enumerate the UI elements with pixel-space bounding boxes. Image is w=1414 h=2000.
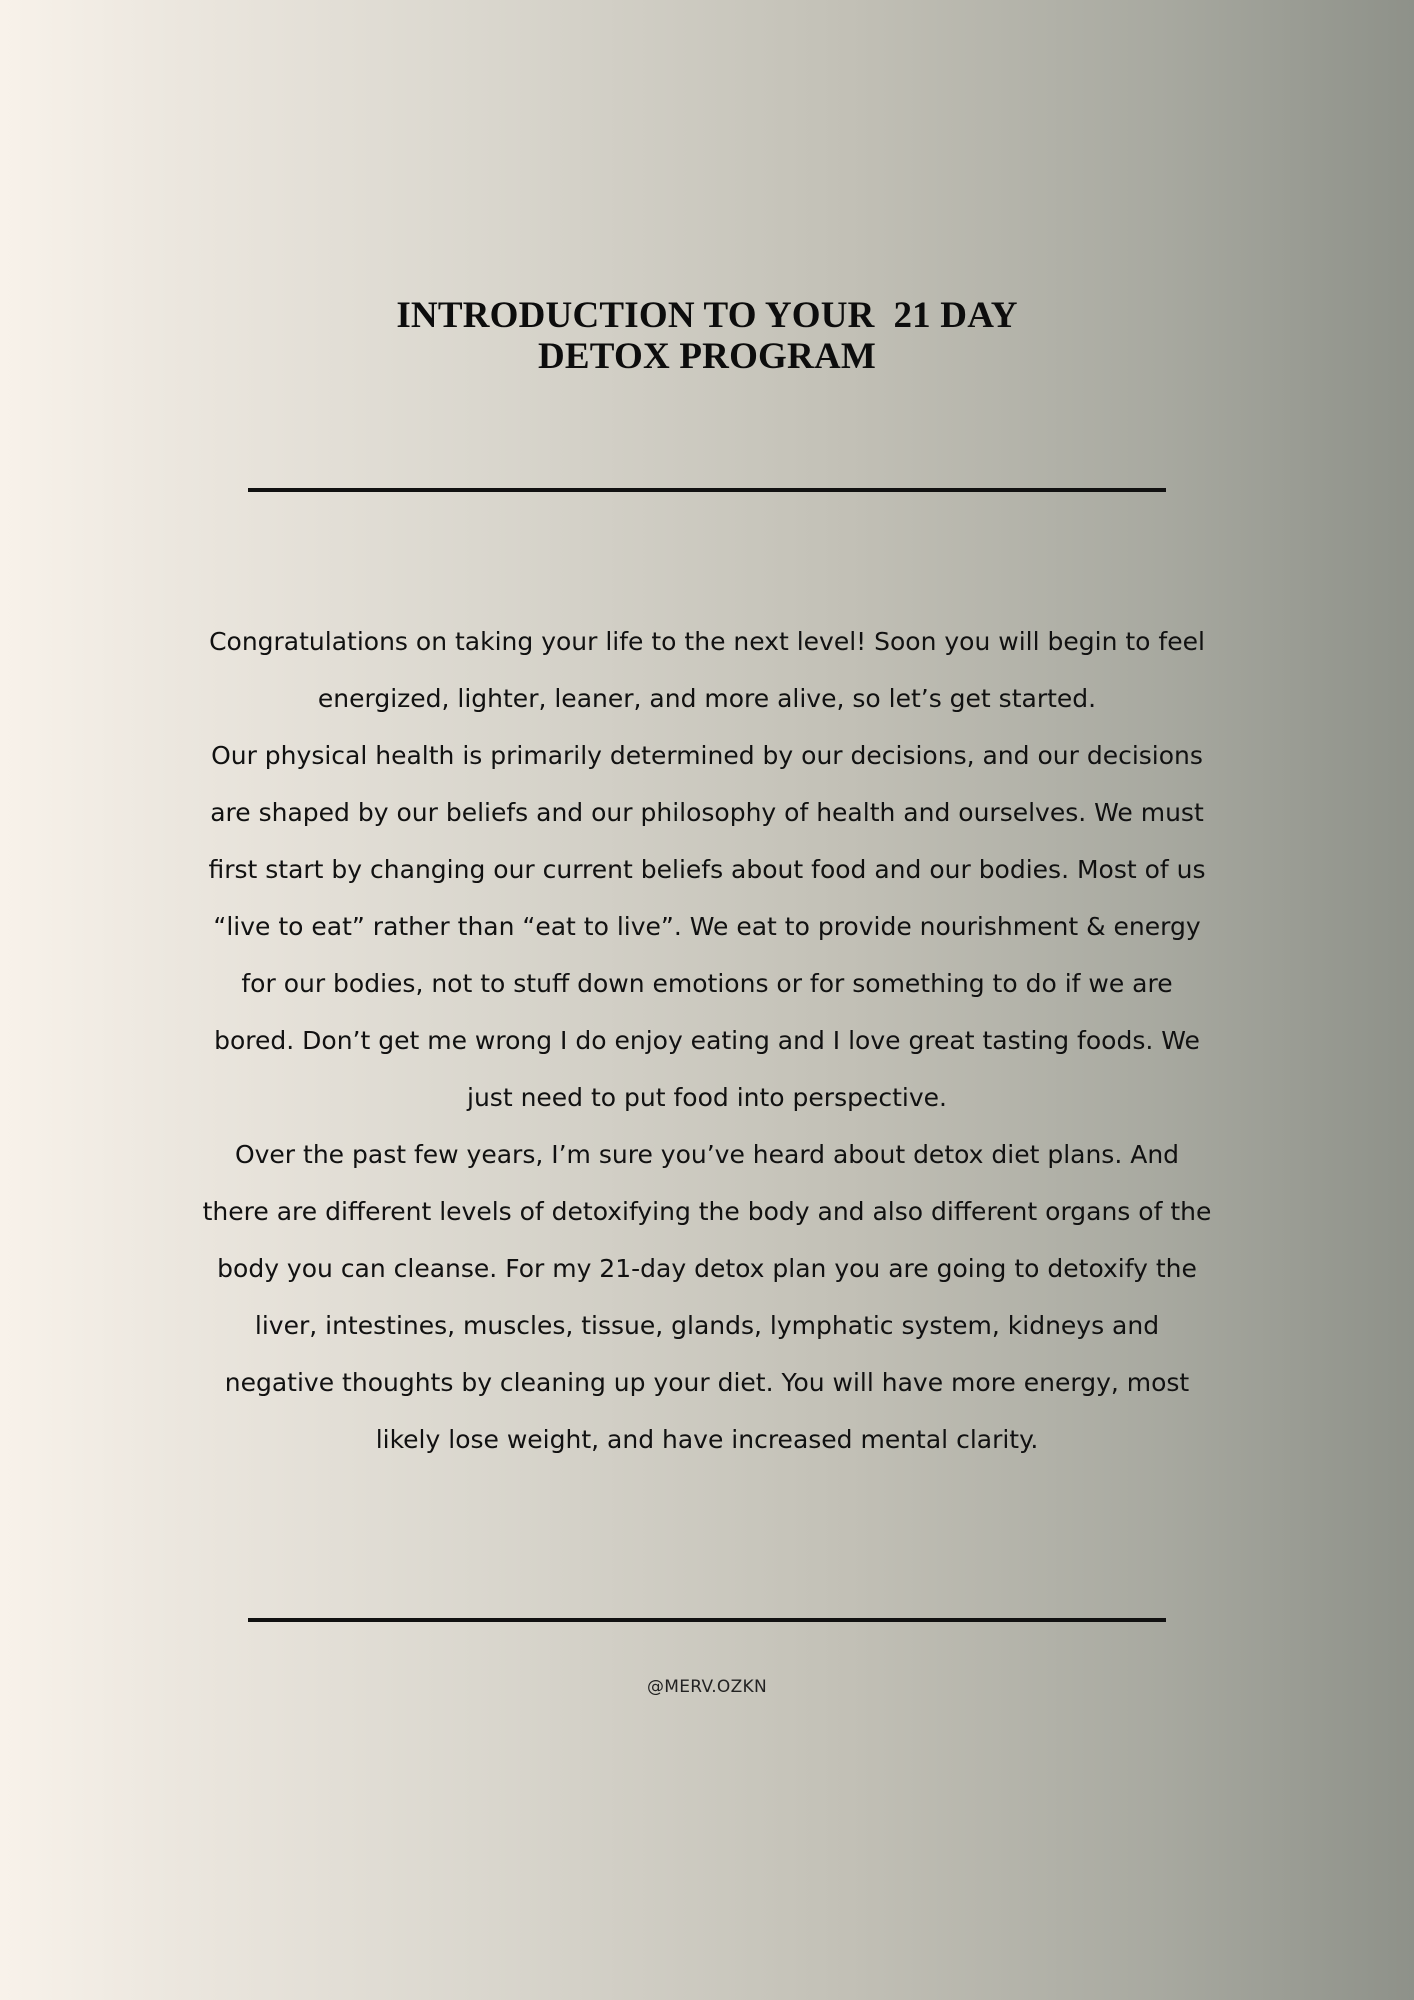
body-text [200,613,1214,1468]
paragraph-beliefs: Our physical health is primarily determined by our decisions, and our decisions are shaped by our beliefs and our philosophy of health and ourselves. We must first start by changing our current beliefs about food and our bodies. Most of us “live to eat” rather than “eat to live”. We eat to provide nourishment & energy for our bodies, not to stuff down emotions or for something to do if we are bored. Don’t get me wrong I do enjoy eating and I love great tasting foods. We just need to put food into perspective. [208,741,1206,1112]
title-line-2: DETOX PROGRAM [537,336,876,377]
top-divider [248,488,1166,492]
bottom-divider [248,1618,1166,1622]
paragraph-intro: Congratulations on taking your life to the next level! Soon you will begin to feel energized, lighter, leaner, and more alive, so let’s get started. [209,627,1205,713]
paragraph-detox: Over the past few years, I’m sure you’ve heard about detox diet plans. And there are different levels of detoxifying the body and also different organs of the body you can cleanse. For my 21-day detox plan you are going to detoxify the liver, intestines, muscles, tissue, glands, lymphatic system, kidneys and negative thoughts by cleaning up your diet. You will have more energy, most likely lose weight, and have increased mental clarity. [202,1140,1212,1454]
title-line-1: INTRODUCTION TO YOUR 21 DAY [396,295,1018,336]
author-handle: @MERV.OZKN [646,1677,768,1697]
page-title [0,295,1414,377]
